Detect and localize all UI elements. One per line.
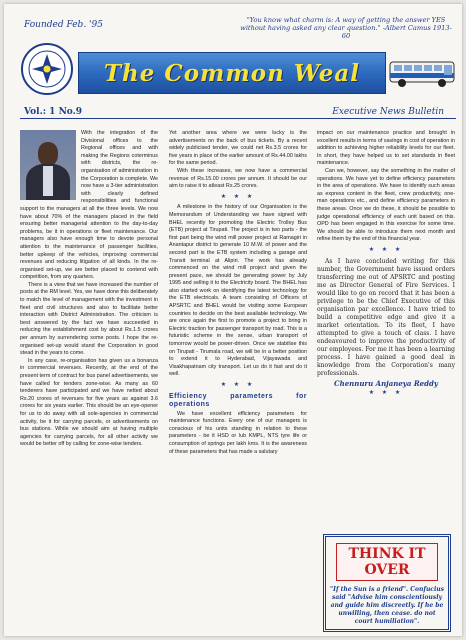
think-box-title: THINK IT OVER: [336, 543, 438, 581]
column-2-paragraph: A milestone in the history of our Organisation is the Memorandum of Understanding we have signed with BHEL recently for promoting the Electric Trolley Bus (ETB) project at Tirupati. The project is in two parts - the first part being the wind mill power project at Ramagiri in Anantapur district to generate 10 M.W. of power and the second part is the ETB system including a garage and Transit terminal at Alipiri. The work has already commenced on the wind mill project and given the present pace, we should be generating power by July 1995 and selling it to the Electricity board. The BHEL has also started work on identifying the latest technology for the ETB electricals. A team consisting of Officers of APSRTC and BHEL would be visiting some European countries to decide on the best available technology. We are once again the first to promote a project to bring in Electric traction for passenger transport by road. This is a futuristic scheme in the sense, urban transport of tomorrow would be power-driven. Once we stabilise this on Tirupati - Tirumala road, we will be in a better position to extend it to Hyderabad, Vijayawada and Visakhapatnam city transport. Let us do it fast and do it well.: [169, 204, 307, 378]
header-divider: [20, 118, 456, 119]
column-2-paragraph: We have excellent efficiency parameters for maintenance functions. Every one of our managers is conscious of his units standing in relation to these parameters - be it HSD or lub KMPL, NTS tyre life or consumption of springs per lakh kms. It is the awareness of these parameters that has made a salutary: [169, 410, 307, 455]
section-separator: ★ ★ ★: [220, 382, 256, 388]
column-3-paragraph: Can we, however, say the something in the matter of operations. We have yet to define efficiency parameters in the area of operations. We have to identify such areas as express content in the fleet, crew productivity, one-man operations etc., and define efficiency parameters in these areas. Once we do these, it should be possible to judge operational efficiency of each unit based on this. OPD has been engaged in this exercise for some time. We should be able to introduce them next month and refine them by the end of this financial year.: [317, 167, 455, 243]
column-2-paragraph: Yet another area where we were lucky is the advertisements on the back of bus tickets. By a recent widely publicised tender, we could net Rs.3.5 crores for five years in place of the earlier amount of Rs.44.00 lakhs for the same period.: [169, 130, 307, 167]
emblem-icon: [20, 42, 74, 96]
bus-icon: [388, 58, 458, 90]
founded-date: Founded Feb. '95: [24, 20, 103, 30]
section-separator: ★ ★ ★: [368, 390, 404, 397]
newsletter-page: [4, 4, 462, 636]
column-1-paragraph: With the integration of the Divisional offices to the Regional offices and with making the Regions coterminus with districts, the re-organisation of administration in the Corporation is complete. We now have a 3-tier administration with clearly defined responsibilities and functional support to the managers at all the three levels. We now have about 70% of the managers placed in the field ensuring better managerial attention to the day-to-day problems, be it in operations or fleet maintenance. Our managers also have enough time to devote personal attention to the maintenance of passenger facilities, better upkeep of the vehicles, improving commercial revenues and reducing litigation of all kinds. In the re-organised set-up, we are better placed to contend with competition, from any quarters.: [20, 130, 158, 281]
section-subhead: Efficiency parameters for operations: [169, 392, 307, 408]
masthead-title: The Common Weal: [103, 59, 361, 87]
edition-label: Executive News Bulletin: [332, 107, 444, 117]
column-3-paragraph: impact on our maintenance practice and brought in excellent results in terms of savings in cost of operation in addition to achieving higher reliability levels for our fleet. In short, they have helped us to set standards in fleet maintenance.: [317, 130, 455, 167]
column-3: [317, 130, 455, 401]
volume-number: Vol.: 1 No.9: [24, 107, 83, 117]
author-signature: Chennuru Anjaneya Reddy: [334, 378, 438, 388]
masthead-banner: [78, 52, 386, 94]
section-separator: ★ ★ ★: [368, 246, 404, 253]
column-1: [20, 130, 158, 449]
column-1-paragraph: In any case, re-organisation has given us a bonanza in commercial revenues. Recently, at the end of the present term of contract for bus panel advertisements, we have called for tenders zone-wise. As many as 60 tenderers have participated and we have netted about Rs.20 crores of revenues for five years as against 3.6 crores for six years earlier. This should be an eye-opener for us to do away with all sole-agencies in commercial activity, be it for carrying parcels, or advertisements on bus stations. While we should aim at having multiple agencies for carrying parcels, for all other activity we would be better off by calling for zone-wise tenders.: [20, 357, 158, 448]
section-separator: ★ ★ ★: [220, 193, 256, 200]
column-1-paragraph: There is a view that we have increased the number of posts at the RM level. Yes, we have done this deliberately to match the level of management with the investment in fleet and civil structures and also to facilitate better interaction with District Administration. The criticism is best answered by the fact we have succeeded in reducing the establishment cost by about Rs.1.5 crores per annum by surrendering some posts. I hope the re-organised set-up would stand the Corporation in good stead in the years to come.: [20, 281, 158, 357]
author-photo: [20, 130, 76, 200]
column-2: [169, 130, 307, 456]
think-box-quote: "If the Sun is a friend". Confucius said "Advise him conscientiously and guide him discreetly. If he be unwilling, then cease. do not court humiliation".: [330, 586, 444, 625]
column-2-paragraph: With these increases, we now have a commercial revenue of Rs.15.00 crores per annum. It should be our aim to raise it to atleast Rs.25 crores.: [169, 167, 307, 190]
think-it-over-box: [323, 534, 451, 632]
header-quote: "You know what charm is: A way of getting the answer YES without having asked any clear question." -Albert Camus 1913-60: [240, 16, 452, 40]
closing-paragraph: As I have concluded writing for this number, the Government have issued orders transferring me out of APSRTC and posting me as Director General of Fire Services. I would like to go on record that it has been a privilege to be the Chief Executive of this organisation par excellence. I have tried to build a competitive edge and give it a market orientation. To its fleet, I have attempted to give a touch of class. I have endeavoured to improve the productivity of our employees. For me it has been a learning process. I have gained a good deal in knowledge from the Corporation's many professionals.: [317, 257, 455, 377]
